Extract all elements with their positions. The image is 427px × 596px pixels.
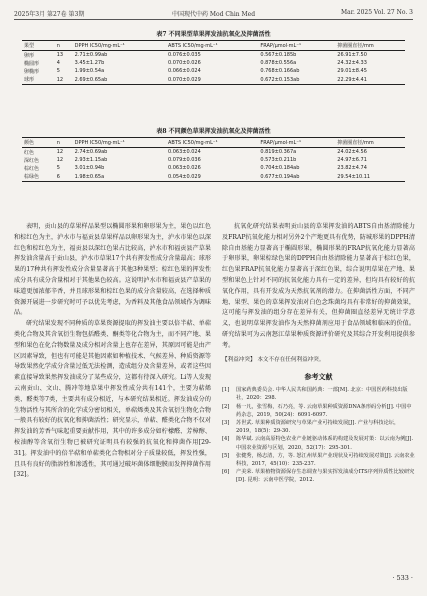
- reference-item: [222, 435, 415, 451]
- reference-item: [222, 452, 415, 468]
- table8-caption: 表8 不同颜色草果挥发油抗氧化及抑菌活性: [156, 128, 271, 135]
- table-row: [22, 67, 405, 75]
- body-paragraph: 表明，贡山县的草果样品果型以椭圆形果和卵形果为主，果色以红色和棕红色为主，泸水市与福贡县草果样品以卵形果为主，泸水市果色以深红色和棕红色为主，福贡县以深红色果占比较高，泸水市和福贡县产草果挥发油含量高于贡山县，泸水市草果17个共有挥发性成分含量最高；球形果的17种共有挥发性成分含量显著高于其他3种果型；棕红色果的挥发性成分具有成分含量相对于其他果色较高。这说明泸水市和福贡县产草果的味道更加浓郁辛香，并且球形果和棕红色果的成分含量较高，在选择种质资源开展进一步研究时可予以优先考虑，为香料及其他食品领域作为调味品。: [14, 223, 211, 317]
- table-cell: 2.93±1.15ab: [74, 157, 108, 164]
- table8-header-cell: ABTS IC50/mg·mL⁻¹: [166, 138, 258, 148]
- reference-number: [5]: [222, 452, 230, 459]
- table-cell: 卵椭形: [24, 68, 40, 75]
- table7-header-cell: ABTS IC50/mg·mL⁻¹: [166, 41, 258, 51]
- reference-number: [1]: [222, 387, 230, 394]
- table-cell: 0.704±0.184ab: [260, 165, 300, 172]
- right-body: [222, 222, 415, 352]
- right-column: [222, 222, 415, 485]
- reference-item: [222, 419, 415, 435]
- table-row: [22, 156, 405, 164]
- table-cell: 0.677±0.194ab: [258, 173, 335, 182]
- table7: [22, 40, 405, 85]
- table8-header-cell: DPPH IC50/mg·mL⁻¹: [73, 138, 166, 148]
- table-row: [22, 76, 405, 85]
- reference-item: [222, 403, 415, 419]
- reference-text: 产美荣. 草果植物资源保存生态调查与果实挥发油成分ITS序列异质性比较研究[D]. 昆明：云南中医学院，2012.: [236, 469, 415, 484]
- table-cell: 0.567±0.185b: [260, 52, 297, 59]
- page-number: · 533 ·: [392, 574, 413, 582]
- reference-number: [6]: [222, 469, 230, 476]
- reference-text: 国家药典委员会. 中华人民共和国药典：一部[M]. 北京：中国医药科技出版社，2020：298.: [236, 387, 408, 402]
- reference-number: [3]: [222, 419, 230, 426]
- header-journal: 中国现代中药 Mod Chin Med: [171, 11, 256, 18]
- table-cell: 0.063±0.026: [167, 165, 201, 172]
- reference-item: [222, 468, 415, 484]
- table-cell: 1.98±0.65a: [73, 173, 166, 182]
- conflict-note: 【利益冲突】 本文不存在任何利益冲突。: [222, 356, 325, 363]
- header-issue: 2025年3月 第27卷 第3期: [14, 11, 85, 18]
- table8-header-cell: n: [55, 138, 73, 148]
- table-cell: 0.070±0.026: [167, 60, 201, 67]
- table-row: [22, 148, 405, 157]
- left-column: [14, 222, 211, 481]
- table-cell: 0.079±0.036: [167, 157, 201, 164]
- table-cell: 6: [55, 173, 73, 182]
- table-cell: 29.54±10.11: [335, 173, 405, 182]
- table-cell: 0.573±0.211b: [260, 157, 297, 164]
- table-cell: 5: [56, 68, 60, 75]
- table-row: [22, 173, 405, 182]
- reference-text: 杨一凡，张雪梅，石乃亮，等. 云南草果种质资源DNA条形码分析[J]. 中国中药杂志，2019，50(24)：6091-6097.: [236, 403, 412, 418]
- table-cell: 22.29±4.41: [335, 76, 405, 85]
- table7-header-cell: 果型: [22, 41, 55, 51]
- table7-header-cell: FRAP/μmol·mL⁻¹: [258, 41, 335, 51]
- table-cell: 23.82±4.74: [337, 165, 367, 172]
- table7-header-cell: 抑菌圈直径/mm: [335, 41, 405, 51]
- table-cell: 0.768±0.166ab: [260, 68, 300, 75]
- table-cell: 12: [56, 157, 64, 164]
- table-row: [22, 59, 405, 67]
- table8-header-cell: FRAP/μmol·mL⁻¹: [258, 138, 335, 148]
- table-cell: 5: [56, 165, 60, 172]
- table-cell: 深红色: [24, 157, 40, 164]
- table-cell: 0.672±0.153ab: [258, 76, 335, 85]
- table-cell: 1.99±0.54a: [74, 68, 105, 75]
- reference-number: [4]: [222, 436, 230, 443]
- table-cell: 24.97±6.71: [337, 157, 367, 164]
- reference-text: 陈华斌. 云南高原特色农业产业链驱动体系的构建及发展对策：以云南为例[J]. 中国农业资源与区划，2020，52(17)：295-301.: [236, 436, 414, 451]
- table-cell: 0.070±0.029: [166, 76, 258, 85]
- table-cell: 红色: [24, 149, 35, 156]
- table-cell: 球形: [22, 76, 55, 85]
- table-cell: 0.063±0.024: [167, 149, 201, 156]
- reference-number: [2]: [222, 403, 230, 410]
- table-cell: 13: [56, 52, 64, 59]
- table-cell: 0.819±0.367a: [260, 149, 297, 156]
- table-cell: 棕绿色: [22, 173, 55, 182]
- table-cell: 29.01±8.45: [337, 68, 367, 75]
- table-cell: 卵形: [24, 52, 35, 59]
- table8-header-row: [22, 138, 405, 148]
- running-header: [14, 7, 413, 20]
- table-cell: 0.066±0.024: [167, 68, 201, 75]
- table7-header-cell: DPPH IC50/mg·mL⁻¹: [73, 41, 166, 51]
- table-row: [22, 164, 405, 172]
- table7-header-row: [22, 41, 405, 51]
- table-cell: 3.01±0.94b: [74, 165, 105, 172]
- table-cell: 2.71±0.99ab: [74, 52, 108, 59]
- table-cell: 24.32±4.33: [337, 60, 367, 67]
- table-cell: 0.054±0.029: [166, 173, 258, 182]
- table-cell: 12: [56, 149, 64, 156]
- table-cell: 棕红色: [24, 165, 40, 172]
- table-cell: 3.45±1.27b: [74, 60, 105, 67]
- table8-header-cell: 抑菌圈直径/mm: [335, 138, 405, 148]
- table-cell: 2.69±0.65ab: [73, 76, 166, 85]
- table7-header-cell: n: [55, 41, 73, 51]
- table8: [22, 137, 405, 182]
- table-cell: 12: [55, 76, 73, 85]
- body-paragraph: 研究结果发现不同种质的草果资源提取的挥发油主要以倍半萜、单萜类化合物及其含氧衍生物包括醛类、酮类等化合物为主，而不同产地、果型和果色在化合物数量及成分相对含量上也存在差异，其原因可能是由产区因素导致，但也有可能是其他因素如种植技术、气候差异、种质资源等导致果然化学成分含量过低无法检测，造成组分及含量差异，或者这些因素直接导致果然挥发油成分了某些成分，这都有待深入研究。Li等人发现云南贡山、文山、腾冲等地草果中挥发性成分共有141个，主要为萜烯类、醛类等7类，主要共有成分相近，与本研究结果相近。挥发油成分的生物活性与其所含的化学成分密切相关，单萜烯类及其含氧衍生物化合物一般具有较好的抗氧化和抑菌活性；研究显示，单萜、醛类化合物不仅对挥发油的芳香气味起重要贡献作用，其中的许多成分如柠檬醛、芳樟醇、桉油醇等含氧衍生物已被研究证明具有较强的抗氧化和抑菌作用[29-31]。挥发油中的倍半萜和单萜类化合物相对分子质量较低，挥发性强，且具有良好的脂溶性和渗透性，其可通过破坏菌体细胞膜而发挥抑菌作用[32]。: [14, 320, 211, 479]
- reference-text: 苏世武. 草果种质资源研究与草果产业可持续发展[J]. 产业与科技论坛，2019，18(5)：29-30.: [236, 419, 400, 435]
- table-row: [22, 51, 405, 60]
- table7-caption: 表7 不同果型草果挥发油抗氧化及抑菌活性: [156, 31, 271, 38]
- references-list: [222, 386, 415, 484]
- table-cell: 0.076±0.035: [167, 52, 201, 59]
- table-cell: 0.878±0.556a: [260, 60, 297, 67]
- table8-header-cell: 颜色: [22, 138, 55, 148]
- table-cell: 24.02±4.56: [337, 149, 367, 156]
- reference-text: 张健秀，杨志清，方，等. 怒江州草果产业现状及可持续发展对策[J]. 云南农业科技，2017，45(10)：235-237.: [236, 452, 415, 467]
- references-title: 参考文献: [304, 372, 333, 382]
- table-cell: 椭圆形: [24, 60, 40, 67]
- header-issue-en: Mar. 2025 Vol. 27 No. 3: [341, 9, 413, 16]
- table-cell: 4: [56, 60, 60, 67]
- body-paragraph: 抗氧化研究结果表明贡山县的草果挥发油的ABTS自由基清除能力及FRAP抗氧化能力相对另外2个产地更具有优势，防城形果的DPPH清除自由基能力显著高于椭圆形果，椭圆形果的FRAP抗氧化能力显著高于卵形果，卵果棕绿色果的DPPH自由基清除能力显著高于棕红色果，红色果FRAP抗氧化能力显著高于深红色果，综合说明草果在产地、果型和果色上针对不同的抗氧化能力具有一定的差异，但均具有较好的抗氧化作用，具有开发成为天然抗氧剂的潜力。在抑菌活性方面，不同产地、果型、果色的草果挥发油对白色念珠菌均具有非常好的抑菌效果，这可能与挥发油的组分存在差异有关，但抑菌圈直径差异无统计学意义，也说明草果挥发油作为天然抑菌剂应用于食品领域和临床的价值。研究结果可为云南怒江草果种质资源评价研究及其综合开发利用提供参考。: [222, 223, 415, 349]
- reference-item: [222, 386, 415, 402]
- table-cell: 26.91±7.50: [337, 52, 367, 59]
- table-cell: 2.74±0.69ab: [74, 149, 108, 156]
